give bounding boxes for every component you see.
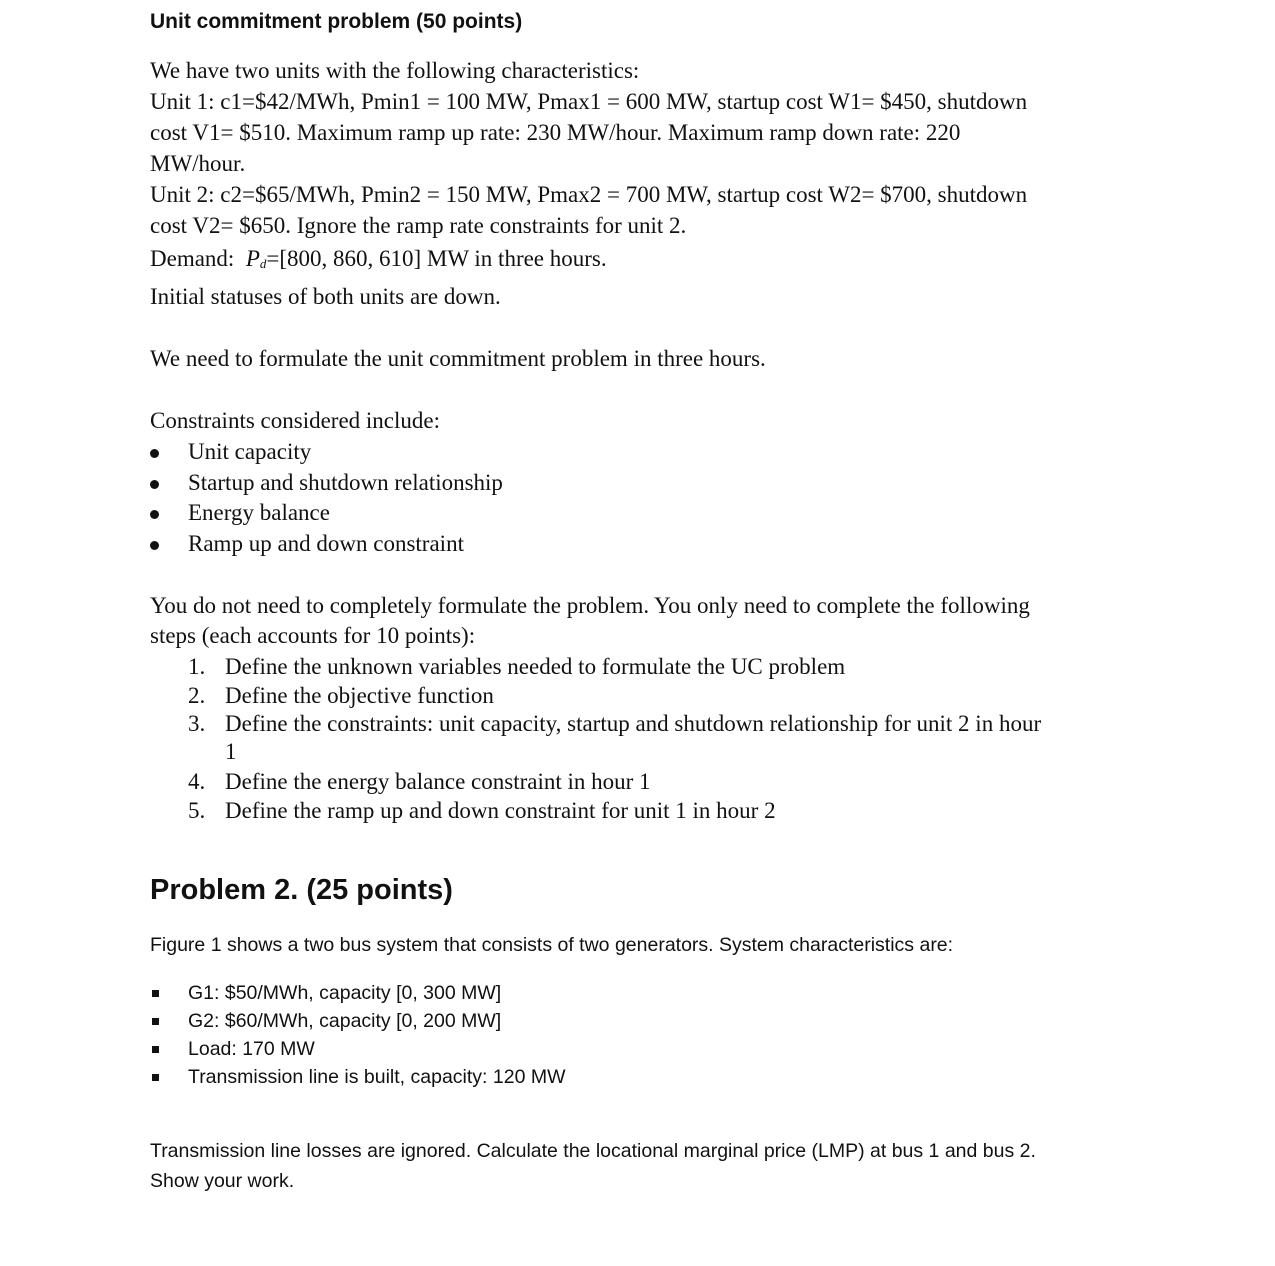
problem2-title: Problem 2. (25 points) [150, 874, 453, 906]
demand-line [150, 243, 607, 277]
list-item: 2. Define the objective function [188, 683, 494, 708]
problem2-question-line2: Show your work. [150, 1170, 295, 1192]
bullet-icon [150, 510, 159, 519]
bullet-icon [152, 990, 159, 997]
unit2-line1: Unit 2: c2=$65/MWh, Pmin2 = 150 MW, Pmax2 = 700 MW, startup cost W2= $700, shutdown [150, 182, 1028, 207]
bullet-icon [152, 1074, 159, 1081]
list-item: 1. Define the unknown variables needed to formulate the UC problem [188, 654, 846, 679]
unit1-line2: cost V1= $510. Maximum ramp up rate: 230 MW/hour. Maximum ramp down rate: 220 [150, 120, 961, 145]
steps-intro-line2: steps (each accounts for 10 points): [150, 623, 476, 648]
unit1-line1: Unit 1: c1=$42/MWh, Pmin1 = 100 MW, Pmax1 = 600 MW, startup cost W1= $450, shutdown [150, 89, 1028, 114]
bullet-icon [150, 480, 159, 489]
demand-subscript: d [259, 256, 267, 271]
list-item: 5. Define the ramp up and down constraint for unit 1 in hour 2 [188, 798, 776, 823]
constraints-heading: Constraints considered include: [150, 408, 440, 433]
problem2-question-line1: Transmission line losses are ignored. Calculate the locational marginal price (LMP) at bus 1 and bus 2. [150, 1140, 1036, 1162]
bullet-icon [152, 1018, 159, 1025]
bullet-icon [152, 1046, 159, 1053]
list-item: 3. Define the constraints: unit capacity, startup and shutdown relationship for unit 2 in hour [188, 711, 1042, 736]
list-item: 4. Define the energy balance constraint in hour 1 [188, 769, 651, 794]
steps-intro-line1: You do not need to completely formulate the problem. You only need to complete the following [150, 593, 1030, 618]
list-item: 1 [225, 739, 237, 764]
intro-text: We have two units with the following characteristics: [150, 58, 640, 83]
demand-value: =[800, 860, 610] MW in three hours. [266, 246, 607, 271]
initial-status: Initial statuses of both units are down. [150, 284, 501, 309]
demand-prefix: Demand: [150, 246, 235, 271]
demand-symbol: $P_d$ [245, 246, 267, 271]
bullet-icon [150, 449, 159, 458]
unit1-line3: MW/hour. [150, 151, 246, 176]
formulate-text: We need to formulate the unit commitment problem in three hours. [150, 346, 766, 371]
problem1-title: Unit commitment problem (50 points) [150, 10, 523, 33]
problem2-intro: Figure 1 shows a two bus system that consists of two generators. System characteristics are: [150, 934, 954, 956]
bullet-icon [150, 541, 159, 550]
unit2-line2: cost V2= $650. Ignore the ramp rate constraints for unit 2. [150, 213, 687, 238]
